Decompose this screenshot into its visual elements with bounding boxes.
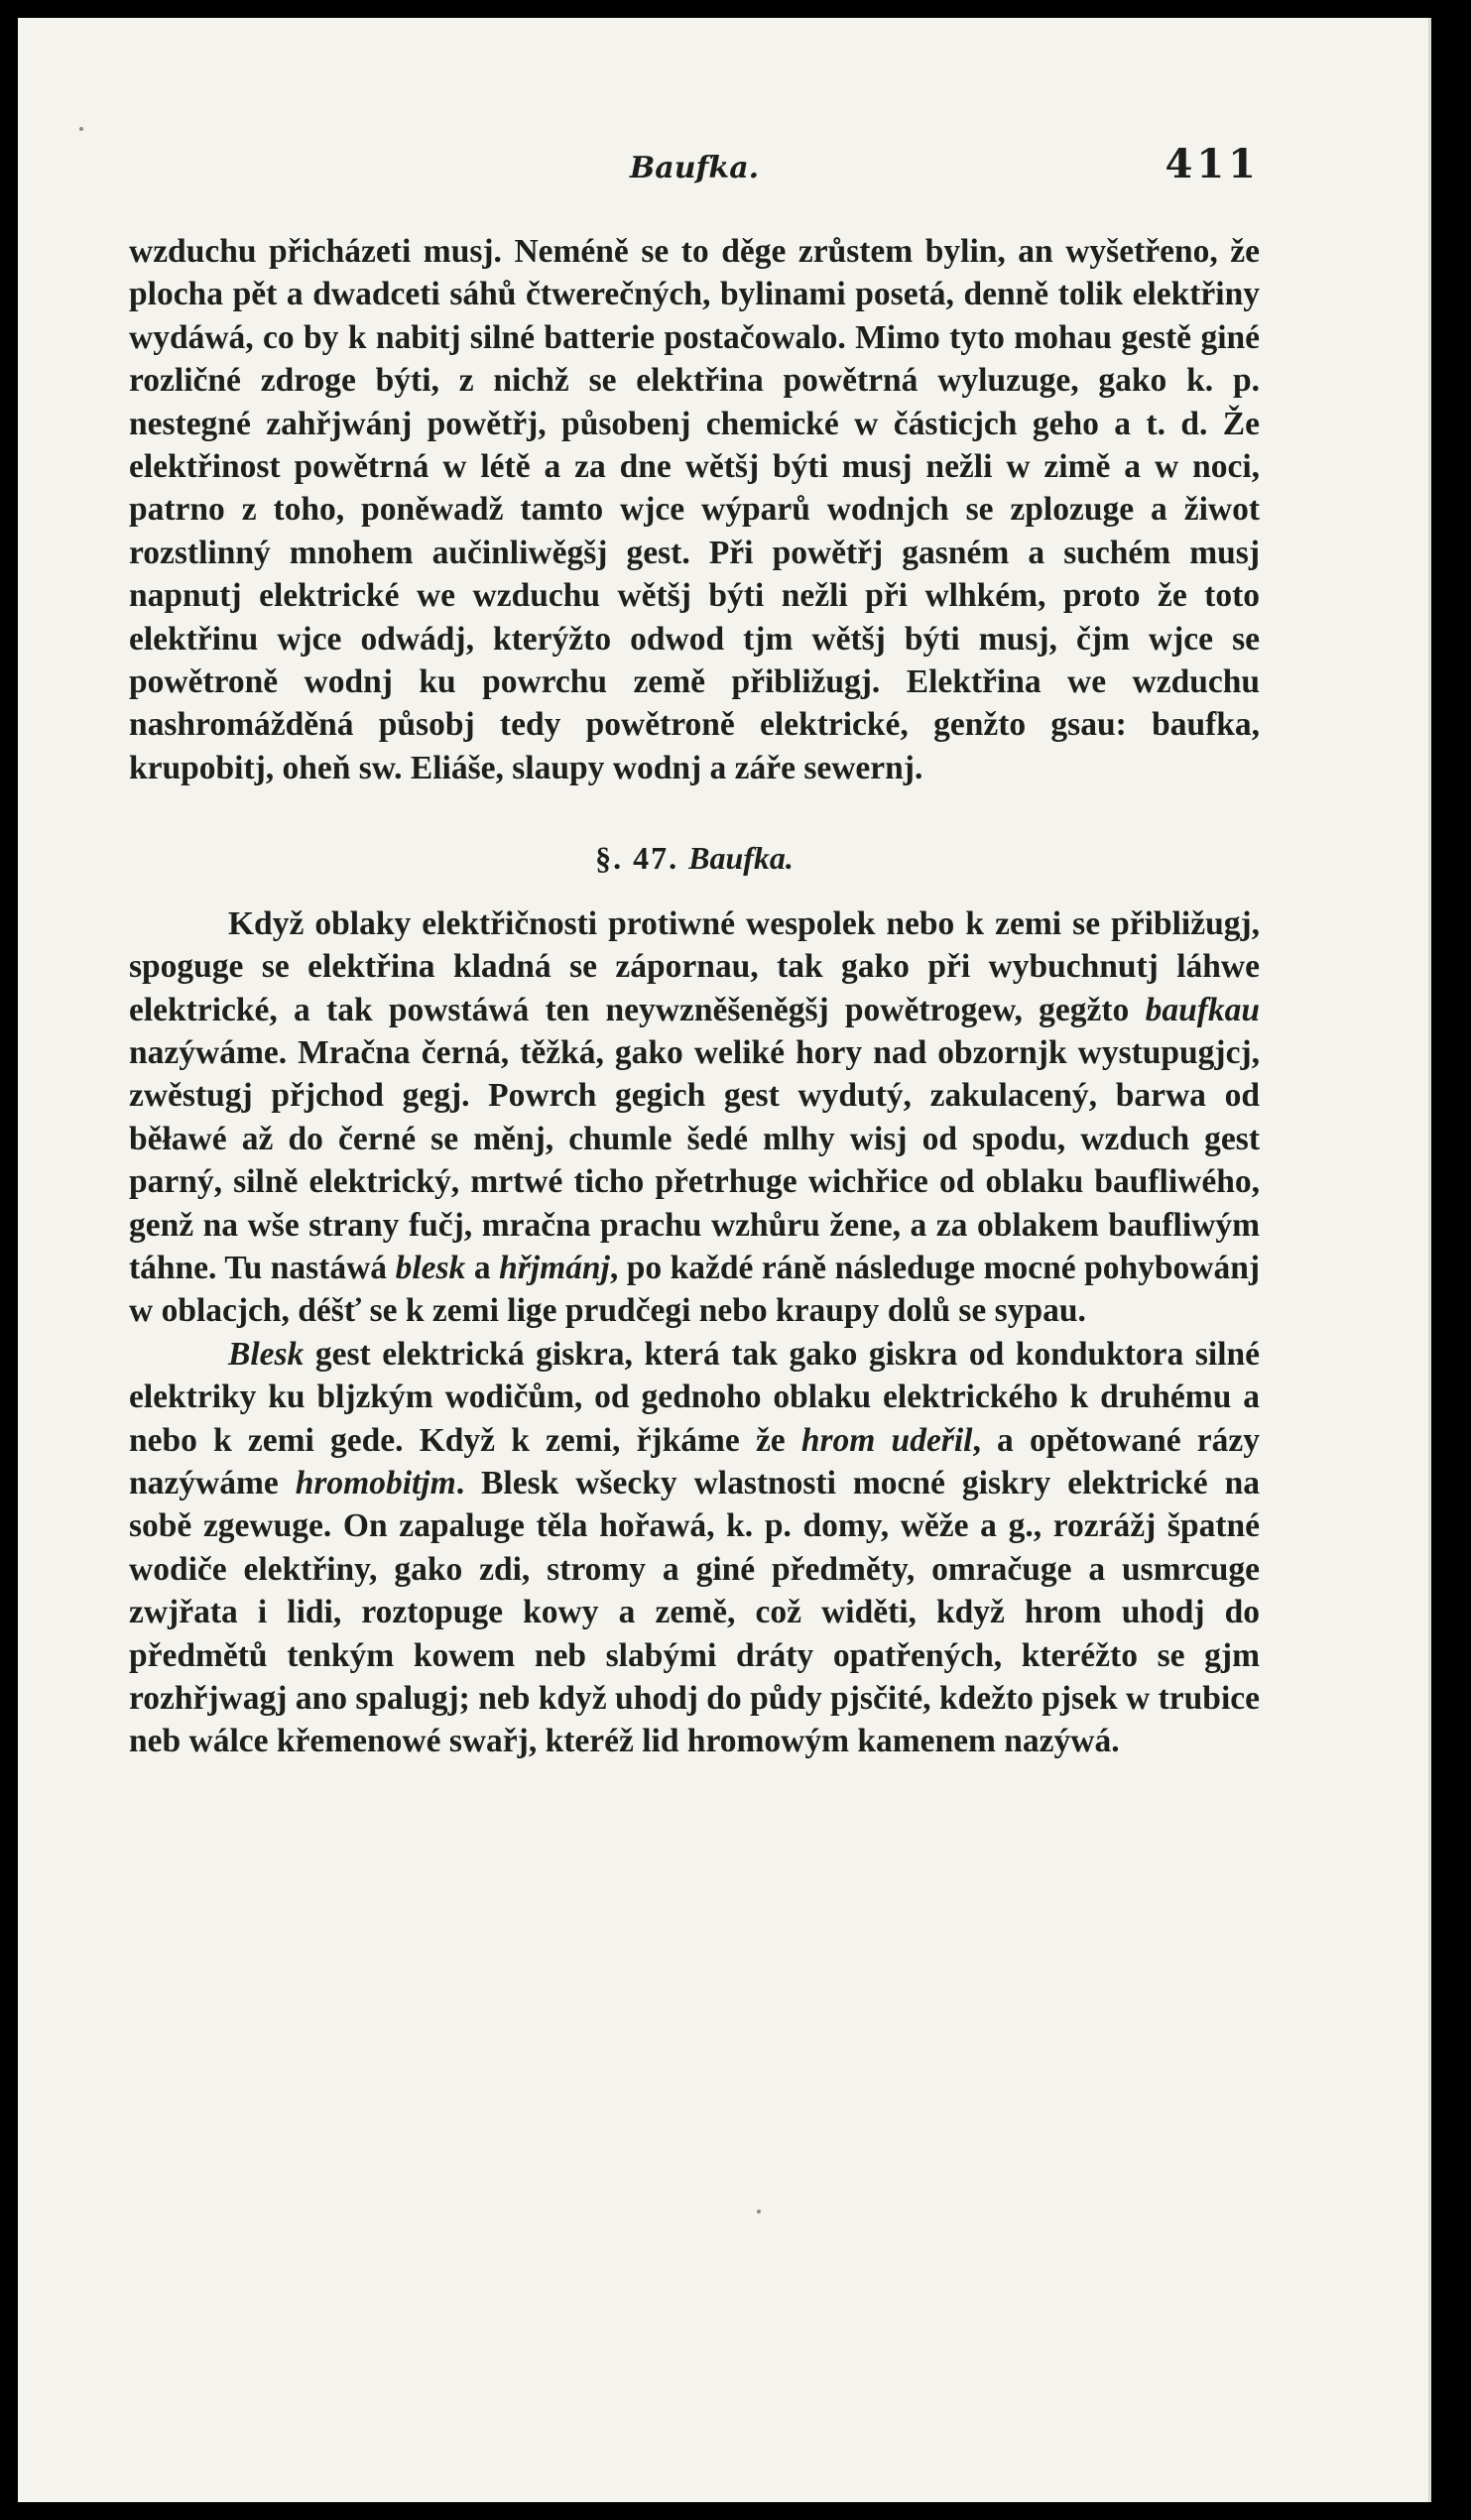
paper-speck — [79, 127, 83, 131]
term-blesk-capital: Blesk — [228, 1335, 305, 1373]
section-title: Baufka. — [688, 840, 794, 877]
paragraph-2-end: , po každé ráně následuge mocné pohybowánj w oblacjch, déšť se k zemi lige prudčegi nebo kraupy dolů se sypau. — [129, 1249, 1260, 1330]
paragraph-3-start: gest elektrická giskra, která tak gako giskra od konduktora silné elektriky ku bljzkým wodičům, od gednoho oblaku elektrického k druhému a nebo k zemi gede. Když k zemi, řjkáme že — [129, 1335, 1260, 1459]
paragraph-1: wzduchu přicházeti musj. Neméně se to děge zrůstem bylin, an wyšetřeno, že plocha pět a dwadceti sáhů čtwerečných, bylinami posetá, denně tolik elektřiny wydáwá, co by k nabitj silné batterie postačowalo. Mimo tyto mohau gestě giné rozličné zdroge býti, z nichž se elektřina powětrná wyluzuge, gako k. p. nestegné zahřjwánj powětřj, působenj chemické w částicjch geho a t. d. Že elektřinost powětrná w létě a za dne wětšj býti musj nežli w zimě a w noci, patrno z toho, poněwadž tamto wjce wýparů wodnjch se zplozuge a žiwot rozstlinný mnohem aučinliwěgšj gest. Při powětřj gasném a suchém musj napnutj elektrické we wzduchu wětšj býti nežli při wlhkém, proto že toto elektřinu wjce odwádj, kterýžto odwod tjm wětšj býti musj, čjm wjce se powětroně wodnj ku powrchu země přibližugj. Elektřina we wzduchu nashromážděná působj tedy powětroně elektrické, genžto gsau: baufka, krupobitj, oheň sw. Eliáše, slaupy wodnj a záře sewernj. — [129, 233, 1260, 786]
paragraph-2 — [129, 902, 1260, 1333]
paragraph-2-and: a — [473, 1249, 491, 1286]
section-heading — [129, 837, 1260, 880]
section-number: §. 47. — [595, 840, 679, 877]
page-header — [129, 139, 1260, 198]
scan-edge — [1431, 10, 1445, 2510]
page-body — [129, 230, 1260, 1763]
term-baufkau: baufkau — [1145, 991, 1260, 1028]
term-hrjmanj: hřjmánj — [499, 1249, 610, 1286]
term-hromobitjm: hromobitjm — [295, 1464, 456, 1501]
paragraph-3 — [129, 1333, 1260, 1763]
term-blesk: blesk — [395, 1249, 466, 1286]
paragraph-3-rest: . Blesk wšecky wlastnosti mocné giskry elektrické na sobě zgewuge. On zapaluge těla hořawá, k. p. domy, wěže a g., rozrážj špatné wodiče elektřiny, gako zdi, stromy a giné předměty, omračuge a usmrcuge zwjřata i lidi, roztopuge kowy a země, což widěti, když hrom uhodj do předmětů tenkým kowem neb slabými dráty opatřených, kteréžto se gjm rozhřjwagj ano spalugj; neb když uhodj do půdy pjsčité, kdežto pjsek w trubice neb wálce křemenowé swařj, kteréž lid hromowým kamenem nazýwá. — [129, 1464, 1260, 1760]
page-number: 411 — [1165, 141, 1260, 187]
paragraph-3-middle: , a opětowané rázy nazýwáme — [129, 1421, 1261, 1501]
term-hrom-uderil: hrom udeřil — [800, 1421, 973, 1459]
paragraph-2-start: Když oblaky elektřičnosti protiwné wespolek nebo k zemi se přibližugj, spoguge se elektřina kladná se zápornau, tak gako při wybuchnutj láhwe elektrické, a tak powstáwá ten neywzněšeněgšj powětrogew, gegžto — [129, 904, 1260, 1028]
running-head: Baufka. — [629, 151, 760, 185]
paper-speck — [757, 2210, 761, 2214]
paragraph-2-middle: nazýwáme. Mračna černá, těžká, gako weliké hory nad obzornjk wystupugjcj, zwěstugj přjchod gegj. Powrch gegich gest wydutý, zakulacený, barwa od běławé až do černé se měnj, chumle šedé mlhy wisj od spodu, wzduch gest parný, silně elektrický, mrtwé ticho přetrhuge wichřice od oblaku baufliwého, genž na wše strany fučj, mračna prachu wzhůru žene, a za oblakem baufliwým táhne. Tu nastáwá — [129, 1033, 1260, 1286]
